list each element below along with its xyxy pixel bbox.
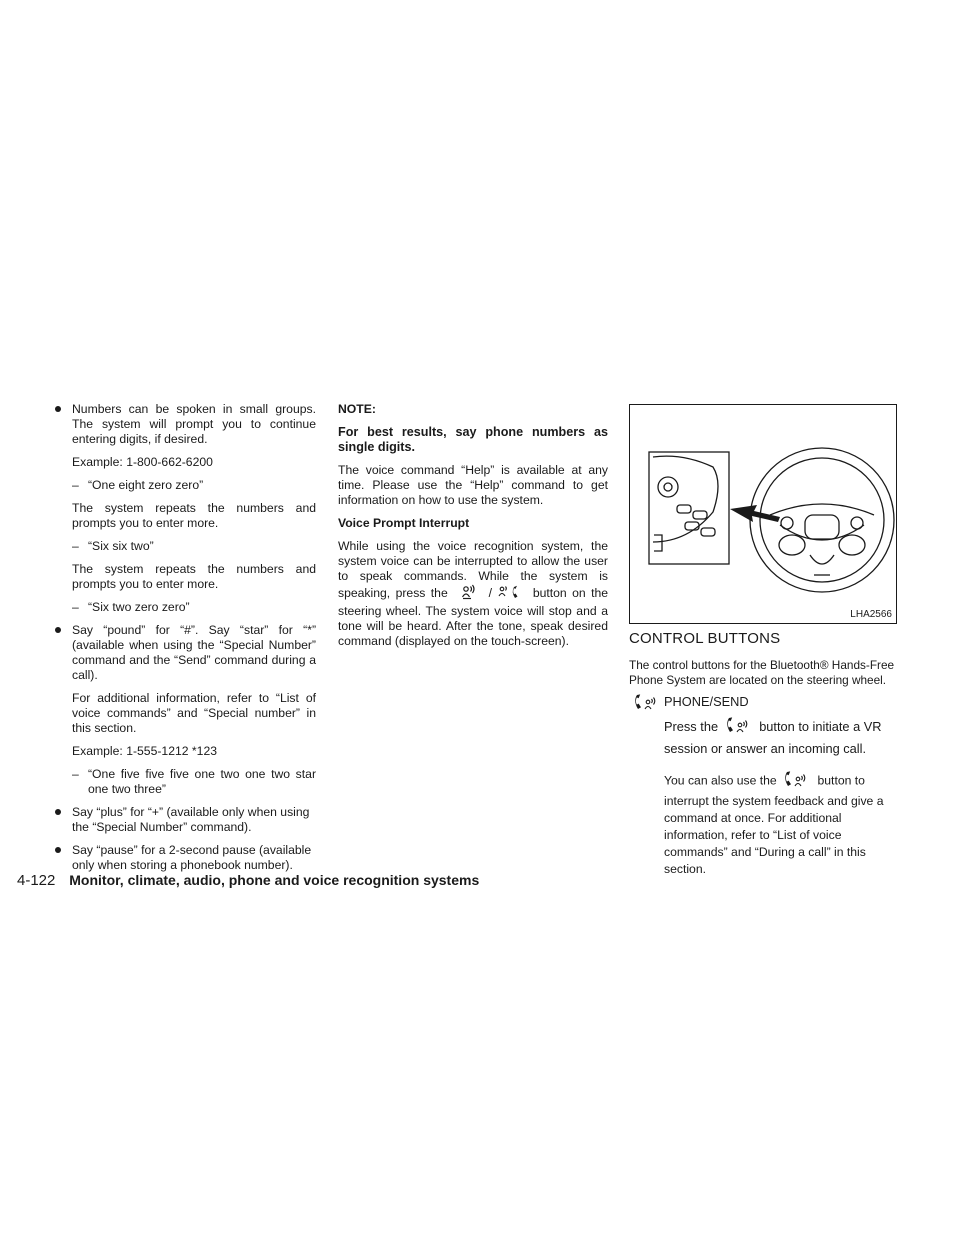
- note-bold-text: For best results, say phone numbers as single digits.: [338, 425, 608, 454]
- talk-icon: [453, 584, 483, 604]
- additional-info: For additional information, refer to “List of voice commands” and “Special number” in this section.: [72, 691, 316, 735]
- bullet-text: Say “pause” for a 2-second pause (available only when storing a phonebook number).: [72, 843, 312, 872]
- phone-send-icon: [722, 716, 756, 739]
- dash-item-2: [52, 539, 316, 554]
- example-1: Example: 1-800-662-6200: [72, 455, 213, 469]
- bullet-plus: [52, 805, 316, 835]
- steering-wheel-figure: [629, 404, 897, 624]
- bullet-text: Numbers can be spoken in small groups. The system will prompt you to continue entering digits, if desired.: [72, 402, 316, 446]
- phone-send-row: [629, 694, 899, 710]
- dash-mark: –: [72, 600, 79, 614]
- phone-send-icon: [780, 770, 814, 793]
- dash-text: “One eight zero zero”: [88, 478, 204, 492]
- help-paragraph: The voice command “Help” is available at any time. Please use the “Help” command to get information on how to use the system.: [338, 463, 608, 507]
- page-footer: [17, 871, 479, 890]
- bullet-dot: [55, 627, 61, 633]
- repeat-text-2: The system repeats the numbers and prompts you to enter more.: [72, 562, 316, 591]
- bullet-pound-star: [52, 623, 316, 683]
- bullet-dot: [55, 847, 61, 853]
- figure-label: LHA2566: [850, 609, 892, 620]
- dash-text: “One five five five one two one two star one two three”: [88, 767, 316, 796]
- dash-mark: –: [72, 539, 79, 553]
- bullet-numbers-groups: [52, 402, 316, 447]
- bullet-dot: [55, 406, 61, 412]
- vpi-text-2: button on the steering wheel. The system voice will stop and a tone will be heard. After the tone, speak desired command (displayed on the touch-screen).: [338, 586, 609, 648]
- vpi-separator: /: [488, 586, 492, 601]
- steering-wheel-illustration: [630, 405, 896, 623]
- also-text-a: You can also use the: [664, 773, 777, 788]
- dash-mark: –: [72, 478, 79, 492]
- bullet-text: Say “plus” for “+” (available only when using the “Special Number” command).: [72, 805, 310, 834]
- column-left: [52, 402, 316, 881]
- chapter-title: Monitor, climate, audio, phone and voice recognition systems: [69, 872, 480, 888]
- press-text-b: button to initiate a VR session or answer an incoming call.: [664, 718, 882, 756]
- dash-item-1: [52, 478, 316, 493]
- repeat-text-1: The system repeats the numbers and prompts you to enter more.: [72, 501, 316, 530]
- bullet-text: Say “pound” for “#”. Say “star” for “*” (available when using the “Special Number” command and the “Send” command during a call).: [72, 623, 316, 682]
- column-right: [629, 404, 899, 884]
- press-text-a: Press the: [664, 718, 719, 734]
- voice-prompt-interrupt-heading: Voice Prompt Interrupt: [338, 516, 470, 530]
- phone-send-label: PHONE/SEND: [664, 694, 749, 709]
- phone-send-icon: [631, 693, 657, 715]
- also-text-b: button to interrupt the system feedback and give a command at once. For additional information, refer to “List of voice commands” and “During a call” in this section.: [664, 773, 884, 876]
- dash-text: “Six six two”: [88, 539, 154, 553]
- phone-send-description: [629, 716, 899, 758]
- section-title: CONTROL BUTTONS: [629, 630, 781, 647]
- page-number: 4-122: [17, 872, 56, 889]
- voice-prompt-interrupt-paragraph: [338, 539, 608, 649]
- bullet-pause: [52, 843, 316, 873]
- control-buttons-intro: The control buttons for the Bluetooth® Hands-Free Phone System are located on the steering wheel.: [629, 658, 895, 687]
- dash-text: “Six two zero zero”: [88, 600, 190, 614]
- dash-item-4: [52, 767, 316, 797]
- dash-item-3: [52, 600, 316, 615]
- example-2: Example: 1-555-1212 *123: [72, 744, 217, 758]
- column-middle: [338, 402, 608, 657]
- talk-phone-icon: [497, 584, 527, 604]
- phone-send-interrupt-description: [629, 770, 899, 878]
- dash-mark: –: [72, 767, 79, 781]
- bullet-dot: [55, 809, 61, 815]
- vpi-text-1: While using the voice recognition system, the system voice can be interrupted to allow the user to speak commands. While the system is speaking, press the: [338, 539, 608, 601]
- note-heading: NOTE:: [338, 402, 376, 416]
